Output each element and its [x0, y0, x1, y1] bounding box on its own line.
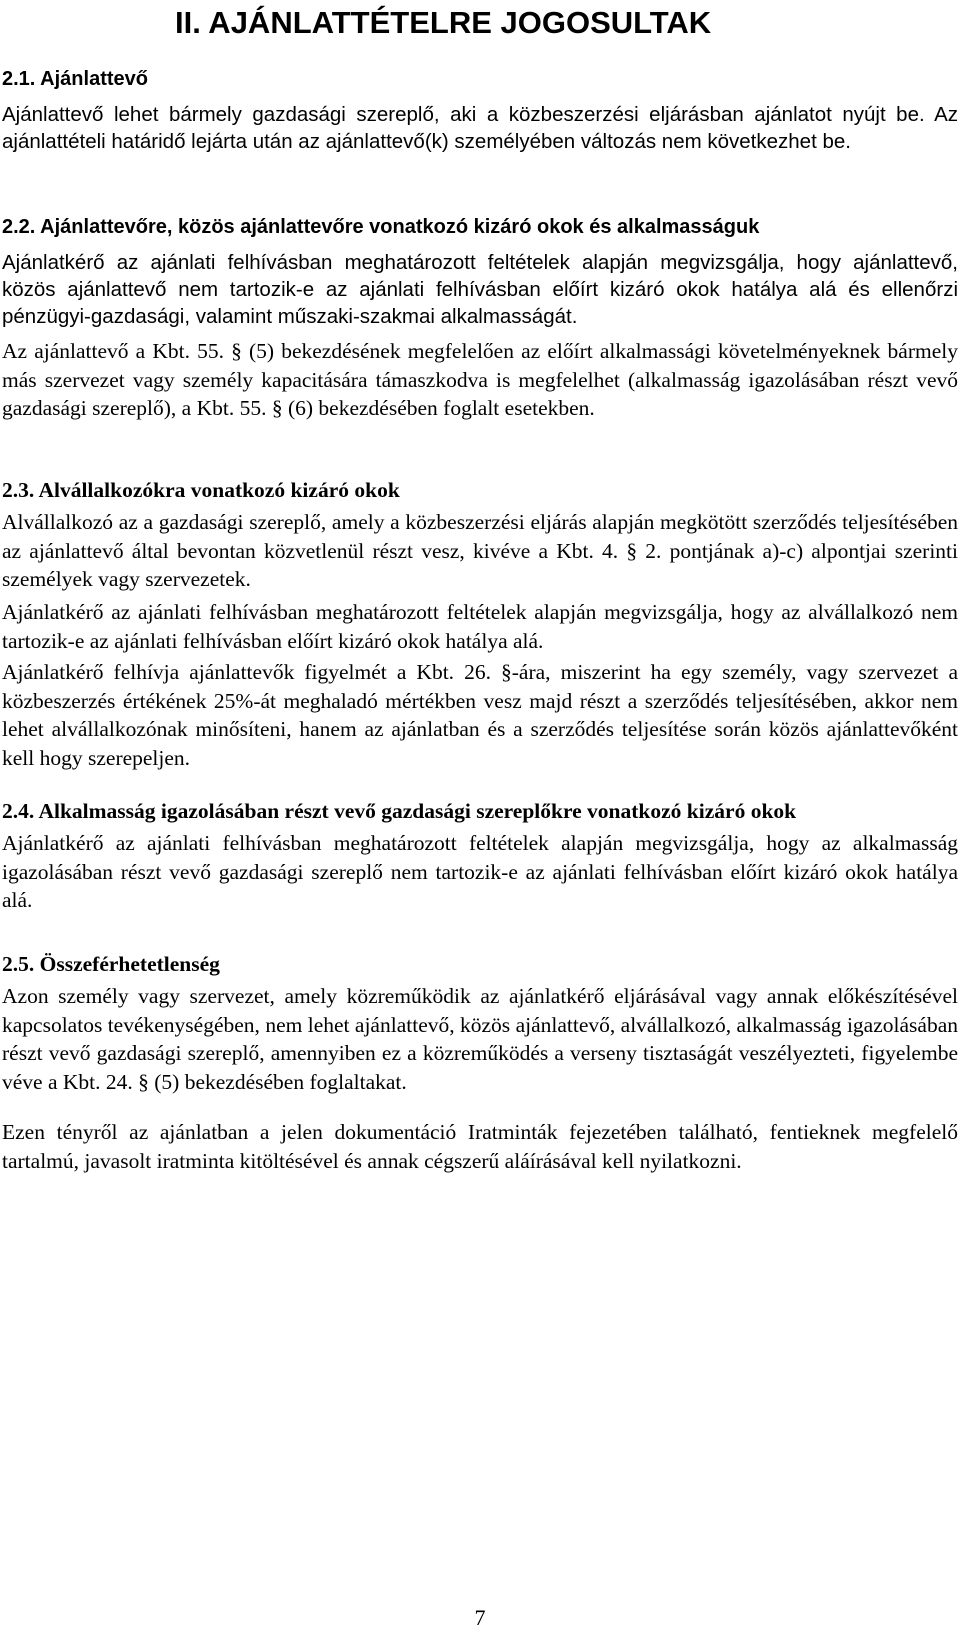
section-2-1-heading: 2.1. Ajánlattevő	[2, 68, 148, 90]
section-2-4-heading: 2.4. Alkalmasság igazolásában részt vevő gazdasági szereplőkre vonatkozó kizáró okok	[2, 799, 797, 823]
section-2-2-paragraph-2: Az ajánlattevő a Kbt. 55. § (5) bekezdésének megfelelően az előírt alkalmassági követelményeknek bármely más szervezet vagy személy kapacitására támaszkodva is megfelelhet (alkalmasság igazolásában részt vevő gazdasági szereplő), a Kbt. 55. § (6) bekezdésében foglalt esetekben.	[2, 339, 958, 420]
page-title: II. AJÁNLATTÉTELRE JOGOSULTAK	[175, 5, 712, 40]
section-2-5-paragraph-1: Azon személy vagy szervezet, amely közreműködik az ajánlatkérő eljárásával vagy annak előkészítésével kapcsolatos tevékenységében, nem lehet ajánlattevő, közös ajánlattevő, alvállalkozó, alkalmasság igazolásában részt vevő gazdasági szereplő, amennyiben ez a közreműködés a verseny tisztaságát veszélyezteti, figyelembe véve a Kbt. 24. § (5) bekezdésében foglaltakat.	[2, 984, 958, 1094]
section-2-3-heading: 2.3. Alvállalkozókra vonatkozó kizáró okok	[2, 478, 400, 502]
section-2-4-paragraph: Ajánlatkérő az ajánlati felhívásban meghatározott feltételek alapján megvizsgálja, hogy az alkalmasság igazolásában részt vevő gazdasági szereplő nem tartozik-e az ajánlati felhívásban előírt kizáró okok hatálya alá.	[2, 831, 958, 912]
section-2-3-paragraph-2: Ajánlatkérő az ajánlati felhívásban meghatározott feltételek alapján megvizsgálja, hogy az alvállalkozó nem tartozik-e az ajánlati felhívásban előírt kizáró okok hatálya alá.	[2, 600, 958, 653]
section-2-2-paragraph-1: Ajánlatkérő az ajánlati felhívásban meghatározott feltételek alapján megvizsgálja, hogy ajánlattevő, közös ajánlattevő nem tartozik-e az ajánlati felhívásban előírt kizáró okok hatálya alá és ellenőrzi pénzügyi-gazdasági, valamint műszaki-szakmai alkalmasságát.	[2, 251, 958, 328]
section-2-5-paragraph-2: Ezen tényről az ajánlatban a jelen dokumentáció Iratminták fejezetében található, fentieknek megfelelő tartalmú, javasolt iratminta kitöltésével és annak cégszerű aláírásával kell nyilatkozni.	[2, 1120, 958, 1173]
section-2-1-paragraph: Ajánlattevő lehet bármely gazdasági szereplő, aki a közbeszerzési eljárásban ajánlatot nyújt be. Az ajánlattételi határidő lejárta után az ajánlattevő(k) személyében változás nem következhet be.	[2, 103, 958, 153]
page-number: 7	[474, 1605, 486, 1630]
section-2-3-paragraph-3: Ajánlatkérő felhívja ajánlattevők figyelmét a Kbt. 26. §-ára, miszerint ha egy személy, vagy szervezet a közbeszerzés értékének 25%-át meghaladó mértékben vesz majd részt a szerződés teljesítésében, akkor nem lehet alvállalkozónak minősíteni, hanem az ajánlatban és a szerződés teljesítése során közös ajánlattevőként kell hogy szerepeljen.	[2, 660, 958, 770]
section-2-3-paragraph-1: Alvállalkozó az a gazdasági szereplő, amely a közbeszerzési eljárás alapján megkötött szerződés teljesítésében az ajánlattevő által bevontan közvetlenül részt vesz, kivéve a Kbt. 4. § 2. pontjának a)-c) alpontjai szerinti személyek vagy szervezetek.	[2, 510, 958, 591]
section-2-5-heading: 2.5. Összeférhetetlenség	[2, 952, 220, 976]
section-2-2-heading: 2.2. Ajánlattevőre, közös ajánlattevőre vonatkozó kizáró okok és alkalmasságuk	[2, 216, 760, 238]
